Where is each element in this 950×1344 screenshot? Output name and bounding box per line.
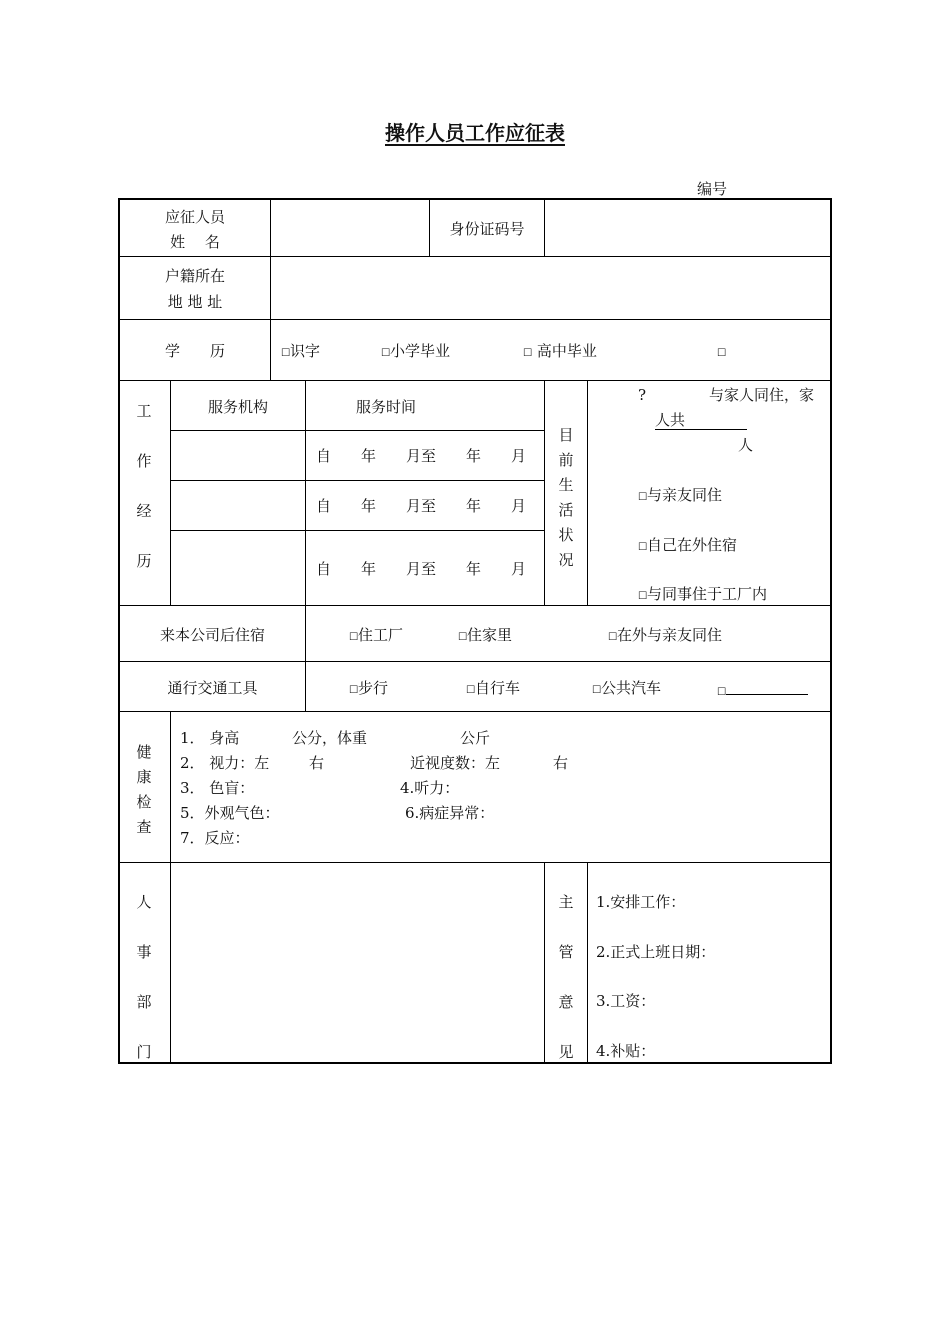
checkbox-icon: ☐ [281,342,291,360]
address-field[interactable] [272,258,830,318]
col-divider [544,198,545,256]
checkbox-icon: ☐ [638,536,648,554]
hr-department-label: 人 事 部 门 [136,893,152,1061]
family-count-suffix: 人 [738,436,754,454]
row-divider [118,862,832,863]
living-status-label: 目 前 生 活 状 况 [558,426,574,569]
vision-left-label: 2． 视力：左 [180,754,270,772]
work-history-label: 工 作 经 历 [136,402,152,570]
manager-opinion-label: 主 管 意 见 [558,893,574,1061]
checkbox-icon: ☐ [349,626,359,644]
col-divider [270,198,271,380]
work-time-3[interactable]: 自 年 月至 年 月 [316,560,527,578]
row-divider [118,380,832,381]
col-divider [170,711,171,1064]
checkbox-icon: ☐ [608,626,618,644]
reaction-label: 7．反应： [180,829,250,847]
name-label: 姓 名 [170,233,220,251]
transport-option-walk[interactable]: ☐步行 [349,679,389,697]
myopia-left-label: 近视度数：左 [410,754,501,772]
row-divider [170,430,544,431]
lodging-label: 来本公司后住宿 [159,626,265,644]
work-org-field-1[interactable] [172,432,304,479]
living-in-factory[interactable]: ☐与同事住于工厂内 [638,585,768,603]
lodging-option-friends[interactable]: ☐在外与亲友同住 [608,626,723,644]
work-time-2[interactable]: 自 年 月至 年 月 [316,497,527,515]
checkbox-icon: ☐ [466,679,476,697]
checkbox-icon: ☐ [717,681,727,699]
serial-number-label: 编号 [697,180,728,198]
checkbox-icon: ☐ [638,585,648,603]
transport-option-other[interactable] [717,679,808,699]
family-question-mark: ? [638,386,647,404]
col-divider [305,605,306,711]
education-option-primary[interactable]: ☐小学毕业 [381,342,451,360]
salary-label[interactable]: 3.工资： [596,992,656,1010]
checkbox-icon: ☐ [592,679,602,697]
checkbox-icon: ☐ [638,486,648,504]
height-label: 1． 身高 [180,729,240,747]
form-title: 操作人员工作应征表 [385,121,565,145]
col-divider [587,380,588,605]
row-divider [118,711,832,712]
col-divider [587,862,588,1064]
living-with-friends[interactable]: ☐与亲友同住 [638,486,723,504]
color-blind-label: 3． 色盲： [180,779,255,797]
hr-comments-field[interactable] [172,864,543,1062]
row-divider [118,605,832,606]
checkbox-icon: ☐ [381,342,391,360]
living-outside[interactable]: ☐自己在外住宿 [638,536,738,554]
applicant-label: 应征人员 [164,208,225,226]
education-label: 学 历 [164,342,225,360]
service-org-header: 服务机构 [207,398,268,416]
id-number-field[interactable] [546,200,830,255]
service-time-header: 服务时间 [356,398,417,416]
checkbox-icon: ☐ [717,342,727,360]
household-label: 户籍所在 [164,267,225,285]
checkbox-icon: ☐ [349,679,359,697]
checkbox-icon: ☐ [458,626,468,644]
weight-unit: 公斤 [460,729,491,747]
symptoms-label: 6.病症异常： [405,804,495,822]
transport-label: 通行交通工具 [167,679,258,697]
start-date-label[interactable]: 2.正式上班日期： [596,943,716,961]
row-divider [170,530,544,531]
job-assignment-label[interactable]: 1.安排工作： [596,893,686,911]
col-divider [544,862,545,1064]
col-divider [544,380,545,605]
work-org-field-3[interactable] [172,532,304,604]
transport-option-bus[interactable]: ☐公共汽车 [592,679,662,697]
education-option-literate[interactable]: ☐识字 [281,342,321,360]
transport-option-bicycle[interactable]: ☐自行车 [466,679,521,697]
vision-right-label: 右 [309,754,325,772]
education-option-highschool[interactable]: ☐ 高中毕业 [523,342,597,360]
health-check-label: 健 康 检 查 [136,743,152,836]
address-label: 地 地 址 [167,293,223,311]
myopia-right-label: 右 [553,754,569,772]
lodging-option-factory[interactable]: ☐住工厂 [349,626,404,644]
row-divider [170,480,544,481]
lodging-option-home[interactable]: ☐住家里 [458,626,513,644]
checkbox-icon: ☐ [523,342,533,360]
id-number-label: 身份证码号 [449,220,525,238]
education-option-other[interactable] [717,342,726,360]
name-field[interactable] [272,200,428,255]
family-count-prefix: 人共 [655,411,747,430]
row-divider [118,661,832,662]
work-time-1[interactable]: 自 年 月至 年 月 [316,447,527,465]
row-divider [118,256,832,257]
hearing-label: 4.听力： [400,779,460,797]
work-org-field-2[interactable] [172,482,304,529]
row-divider [118,319,832,320]
col-divider [305,380,306,605]
living-with-family[interactable]: 与家人同住，家 [709,386,815,404]
allowance-label[interactable]: 4.补贴： [596,1042,656,1060]
complexion-label: 5．外观气色： [180,804,280,822]
weight-label: 公分，体重 [292,729,368,747]
